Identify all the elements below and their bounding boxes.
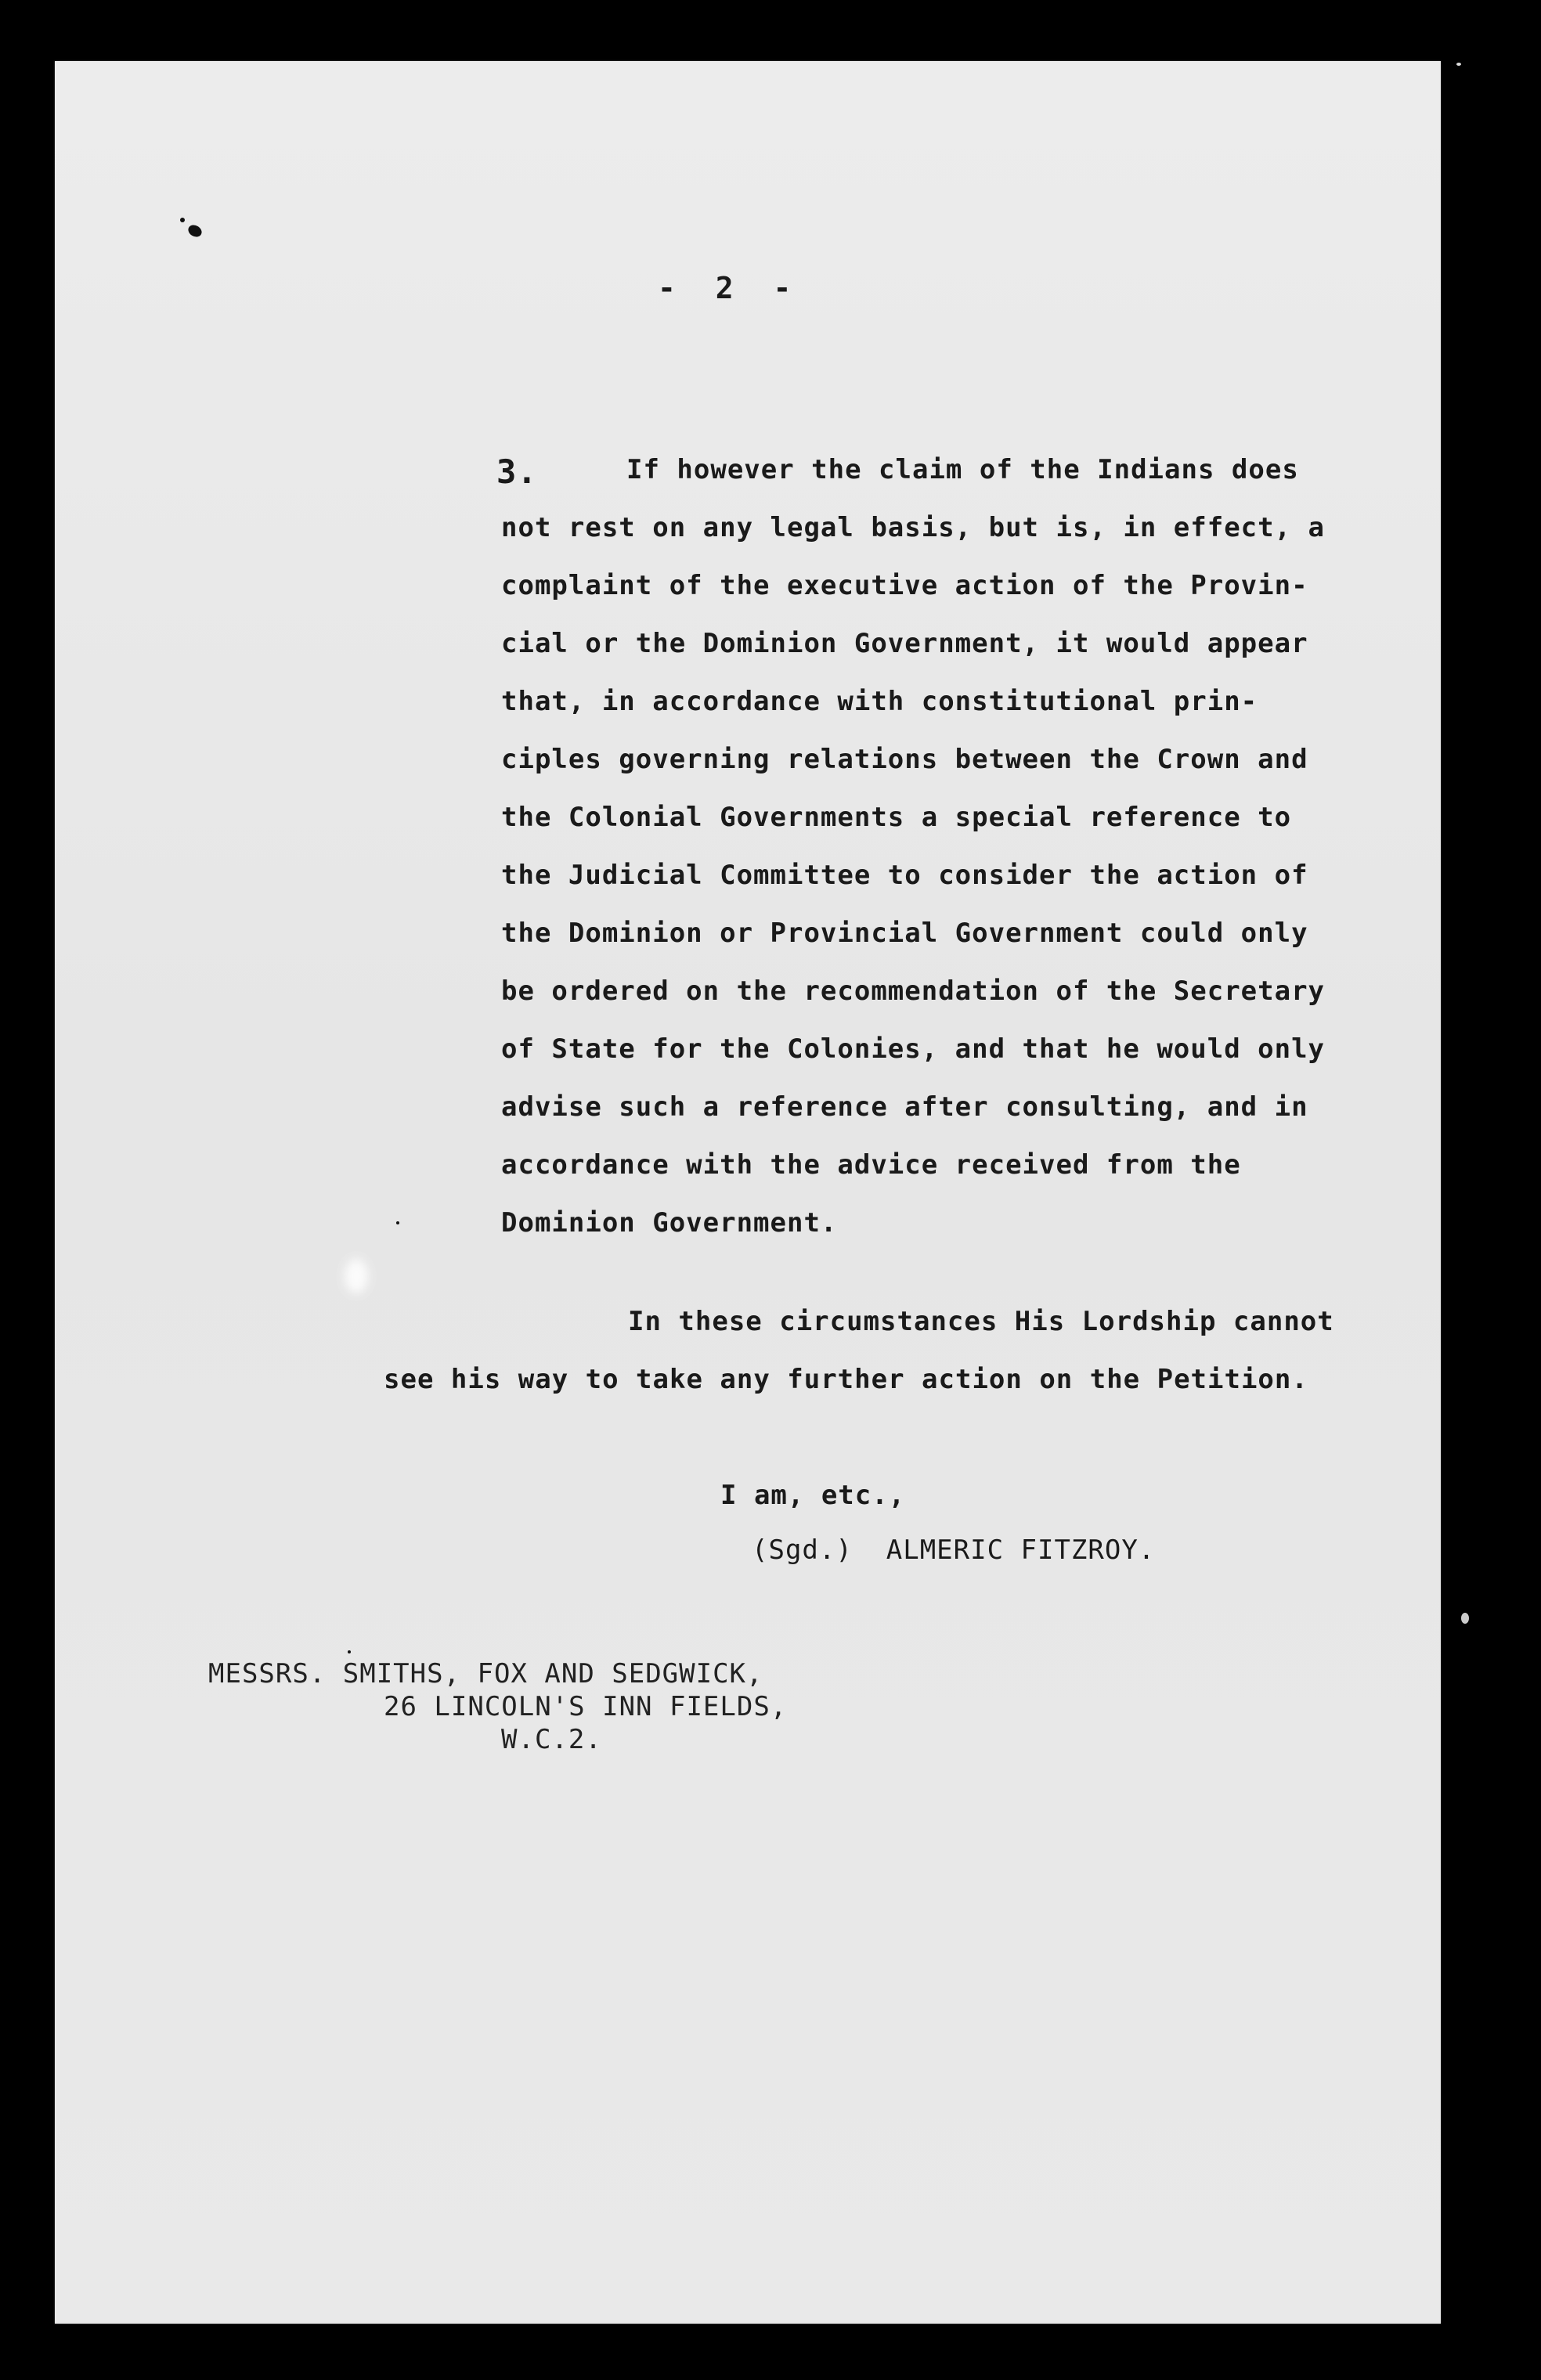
border-speck <box>1461 1613 1469 1624</box>
paragraph-line: of State for the Colonies, and that he would only <box>501 1033 1326 1065</box>
paragraph-number: 3. <box>496 453 538 491</box>
document-page <box>55 61 1441 2324</box>
ink-dot <box>348 1650 351 1653</box>
paragraph-line: Dominion Government. <box>501 1207 838 1239</box>
paragraph-line: the Dominion or Provincial Government could only <box>501 918 1308 949</box>
closing-line: see his way to take any further action on the Petition. <box>384 1364 1308 1395</box>
address-line: 26 LINCOLN'S INN FIELDS, <box>384 1691 788 1722</box>
closing-line: In these circumstances His Lordship cannot <box>628 1306 1334 1337</box>
paragraph-line: accordance with the advice received from the <box>501 1149 1241 1181</box>
border-speck <box>1456 63 1461 66</box>
signature: (Sgd.) ALMERIC FITZROY. <box>752 1534 1156 1566</box>
paragraph-line: that, in accordance with constitutional prin- <box>501 686 1258 717</box>
paragraph-line: the Judicial Committee to consider the action of <box>501 860 1308 891</box>
paragraph-line: cial or the Dominion Government, it would appear <box>501 628 1308 659</box>
ink-dot <box>396 1221 399 1224</box>
address-line: MESSRS. SMITHS, FOX AND SEDGWICK, <box>208 1658 763 1689</box>
paragraph-line: complaint of the executive action of the Provin- <box>501 570 1308 601</box>
signoff: I am, etc., <box>720 1480 906 1511</box>
paragraph-line: ciples governing relations between the Crown and <box>501 744 1308 775</box>
paragraph-line: the Colonial Governments a special reference to <box>501 802 1292 833</box>
address-line: W.C.2. <box>501 1724 602 1755</box>
paragraph-line: If however the claim of the Indians does <box>626 454 1299 485</box>
ink-mark <box>186 222 204 239</box>
page-number: - 2 - <box>658 271 803 305</box>
paragraph-line: be ordered on the recommendation of the Secretary <box>501 975 1326 1007</box>
paragraph-line: not rest on any legal basis, but is, in effect, a <box>501 512 1326 543</box>
paper-blemish <box>345 1259 368 1293</box>
paragraph-line: advise such a reference after consulting, and in <box>501 1091 1308 1123</box>
ink-mark <box>180 218 185 222</box>
